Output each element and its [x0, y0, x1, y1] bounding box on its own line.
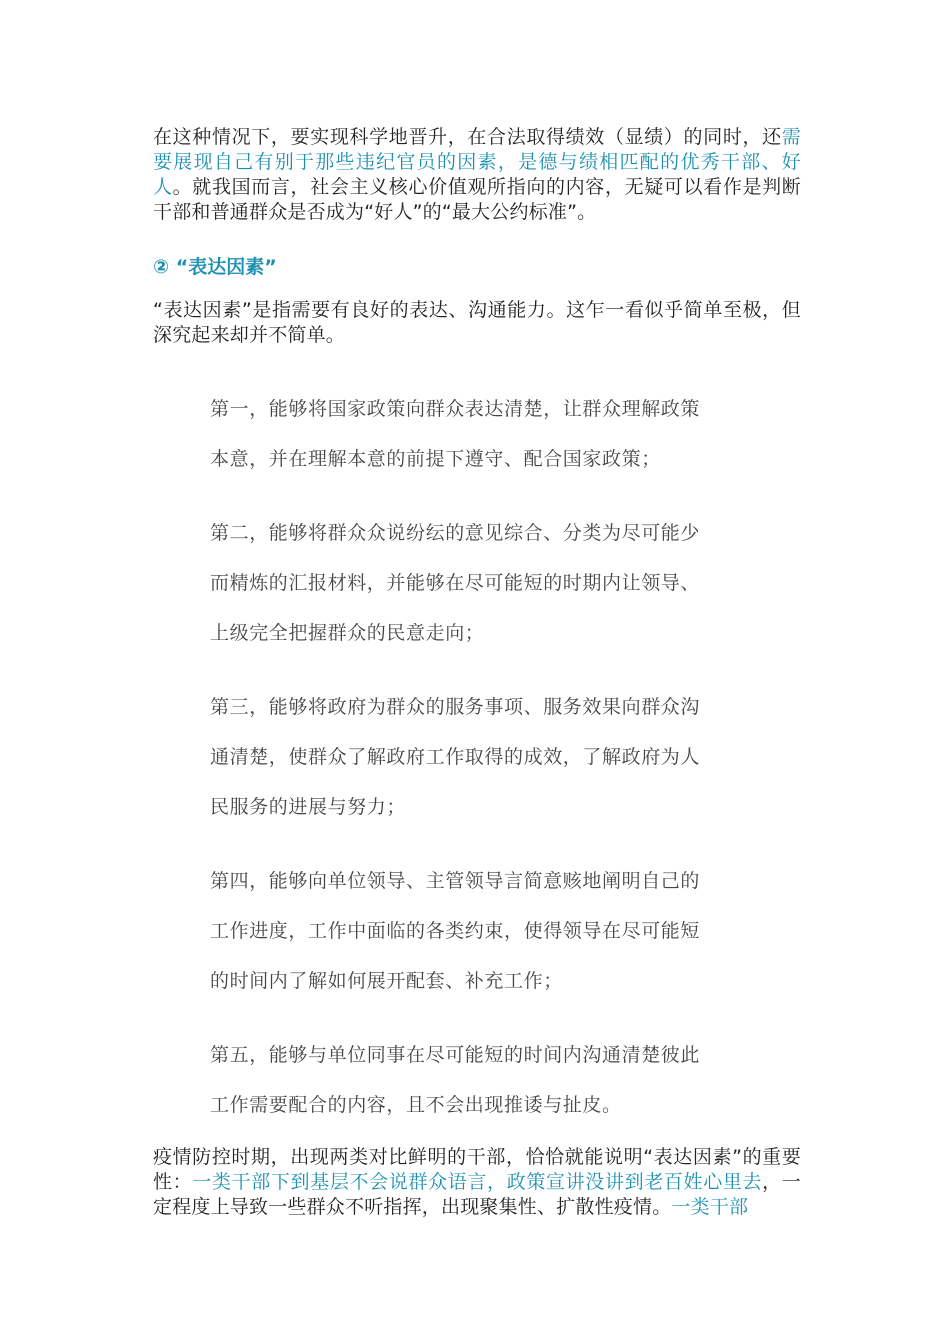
paragraph-promotion-text: 在这种情况下，要实现科学地晋升，在合法取得绩效（显绩）的同时，还 [153, 126, 782, 148]
list-line: 第三，能够将政府为群众的服务事项、服务效果向群众沟 [210, 696, 701, 718]
list-line: 本意，并在理解本意的前提下遵守、配合国家政策； [210, 448, 661, 470]
list-line: 第五，能够与单位同事在尽可能短的时间内沟通清楚彼此 [210, 1044, 701, 1066]
list-line: 上级完全把握群众的民意走向； [210, 622, 485, 644]
list-line: 而精炼的汇报材料，并能够在尽可能短的时期内让领导、 [210, 572, 701, 594]
list-item [210, 508, 750, 658]
list-item [210, 1030, 750, 1130]
section-heading: ② “表达因素” [153, 256, 277, 278]
paragraph-promotion-text-end: 。就我国而言，社会主义核心价值观所指向的内容，无疑可以看作是判断干部和普通群众是否成为“好人”的“最大公约标准”。 [153, 176, 801, 223]
list-line: 第一，能够将国家政策向群众表达清楚，让群众理解政策 [210, 398, 701, 420]
list-line: 第二，能够将群众众说纷纭的意见综合、分类为尽可能少 [210, 522, 701, 544]
list-line: 工作进度，工作中面临的各类约束，使得领导在尽可能短 [210, 920, 701, 942]
paragraph-promotion [153, 125, 801, 225]
paragraph-epidemic-text: 疫情防控时期，出现两类对比鲜明的干部，恰恰就能说明“表达因素”的重要性： [153, 1146, 801, 1193]
list-item [210, 856, 750, 1006]
highlighted-text: 一类干部 [671, 1196, 749, 1218]
paragraph-expression-factor: “表达因素”是指需要有良好的表达、沟通能力。这乍一看似乎简单至极，但深究起来却并不简单。 [153, 299, 801, 346]
list-line: 的时间内了解如何展开配套、补充工作； [210, 970, 563, 992]
list-line: 通清楚，使群众了解政府工作取得的成效，了解政府为人 [210, 746, 701, 768]
highlighted-text: 一类干部下到基层不会说群众语言，政策宣讲没讲到老百姓心里去 [192, 1171, 763, 1193]
list-item [210, 682, 750, 832]
paragraph-epidemic-text-mid: ，一定程度上导致一些群众不听指挥，出现聚集性、扩散性疫情。 [153, 1171, 802, 1218]
list-item [210, 384, 750, 484]
paragraph-epidemic [153, 1145, 801, 1220]
ability-list [210, 384, 750, 1154]
list-line: 第四，能够向单位领导、主管领导言简意赅地阐明自己的 [210, 870, 701, 892]
highlighted-text: 需要展现自己有别于那些违纪官员的因素，是德与绩相匹配的优秀干部、好人 [153, 126, 801, 198]
list-line: 民服务的进展与努力； [210, 796, 407, 818]
list-line: 工作需要配合的内容，且不会出现推诿与扯皮。 [210, 1094, 622, 1116]
